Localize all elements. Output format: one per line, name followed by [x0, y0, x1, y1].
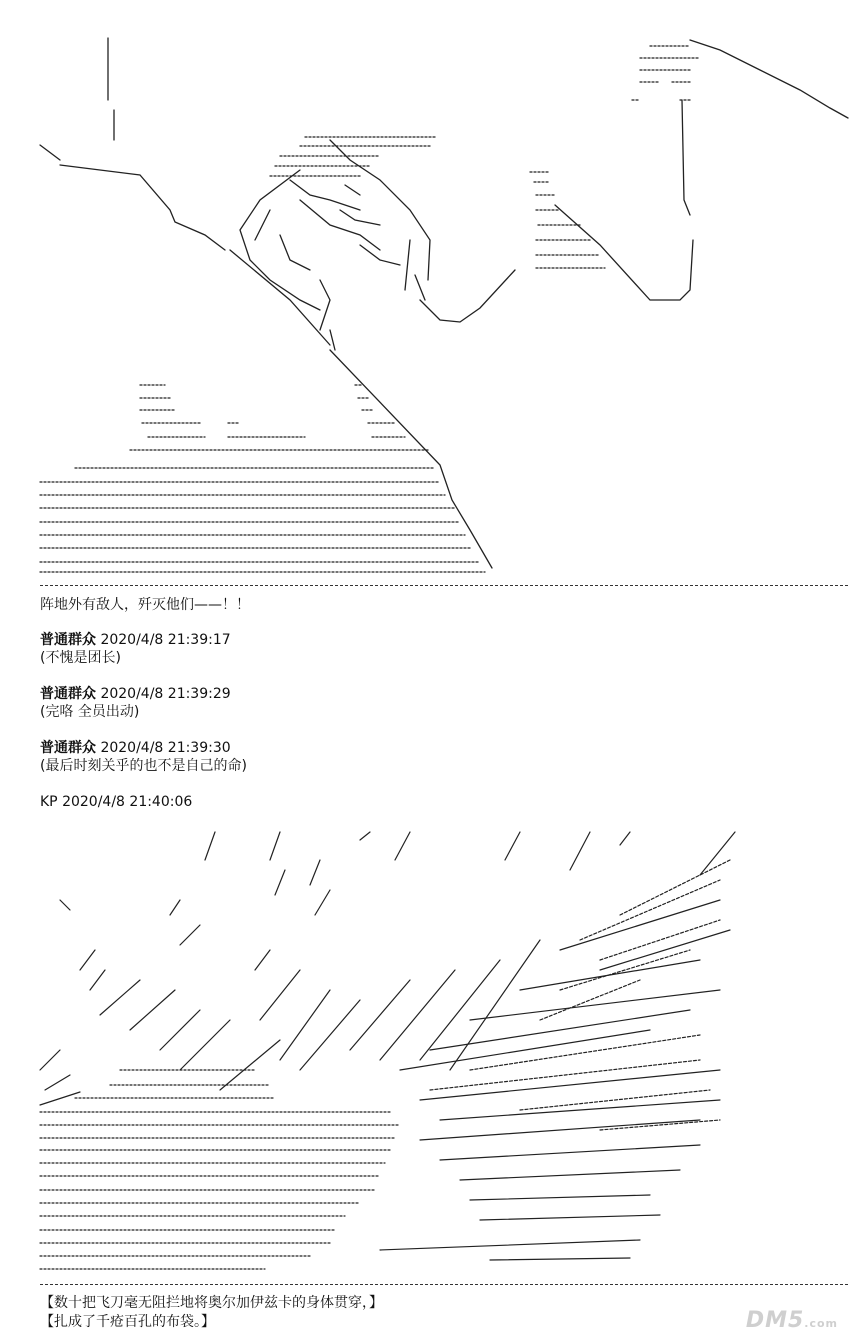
watermark-brand: DM5: [745, 1308, 805, 1333]
comment-time: 2020/4/8 21:39:29: [100, 686, 231, 702]
narration-line: 【扎成了千疮百孔的布袋。】: [40, 1314, 215, 1330]
comment-text: (最后时刻关乎的也不是自己的命): [40, 758, 247, 774]
ascii-art-mountain-figure-icon: [0, 0, 850, 580]
kp-time: 2020/4/8 21:40:06: [62, 794, 193, 810]
kp-header: [40, 793, 192, 811]
narration-line: 阵地外有敌人，歼灭他们——！！: [40, 597, 250, 613]
comment-header: [40, 685, 231, 703]
divider: [40, 1284, 848, 1285]
ascii-art-flying-knives-icon: [0, 820, 850, 1280]
comment-text: (不愧是团长): [40, 650, 121, 666]
comment-user: 普通群众: [40, 632, 96, 648]
comment-user: 普通群众: [40, 686, 96, 702]
comment-text: (完咯 全员出动): [40, 704, 140, 720]
comment-header: [40, 739, 231, 757]
narration-line: 【数十把飞刀毫无阻拦地将奥尔加伊兹卡的身体贯穿，】: [40, 1295, 383, 1311]
comment-time: 2020/4/8 21:39:30: [100, 740, 231, 756]
comment-time: 2020/4/8 21:39:17: [100, 632, 231, 648]
watermark-logo: [746, 1308, 838, 1333]
kp-user: KP: [40, 794, 58, 810]
divider: [40, 585, 848, 586]
comment-header: [40, 631, 231, 649]
comment-user: 普通群众: [40, 740, 96, 756]
watermark-domain: .com: [804, 1317, 838, 1330]
